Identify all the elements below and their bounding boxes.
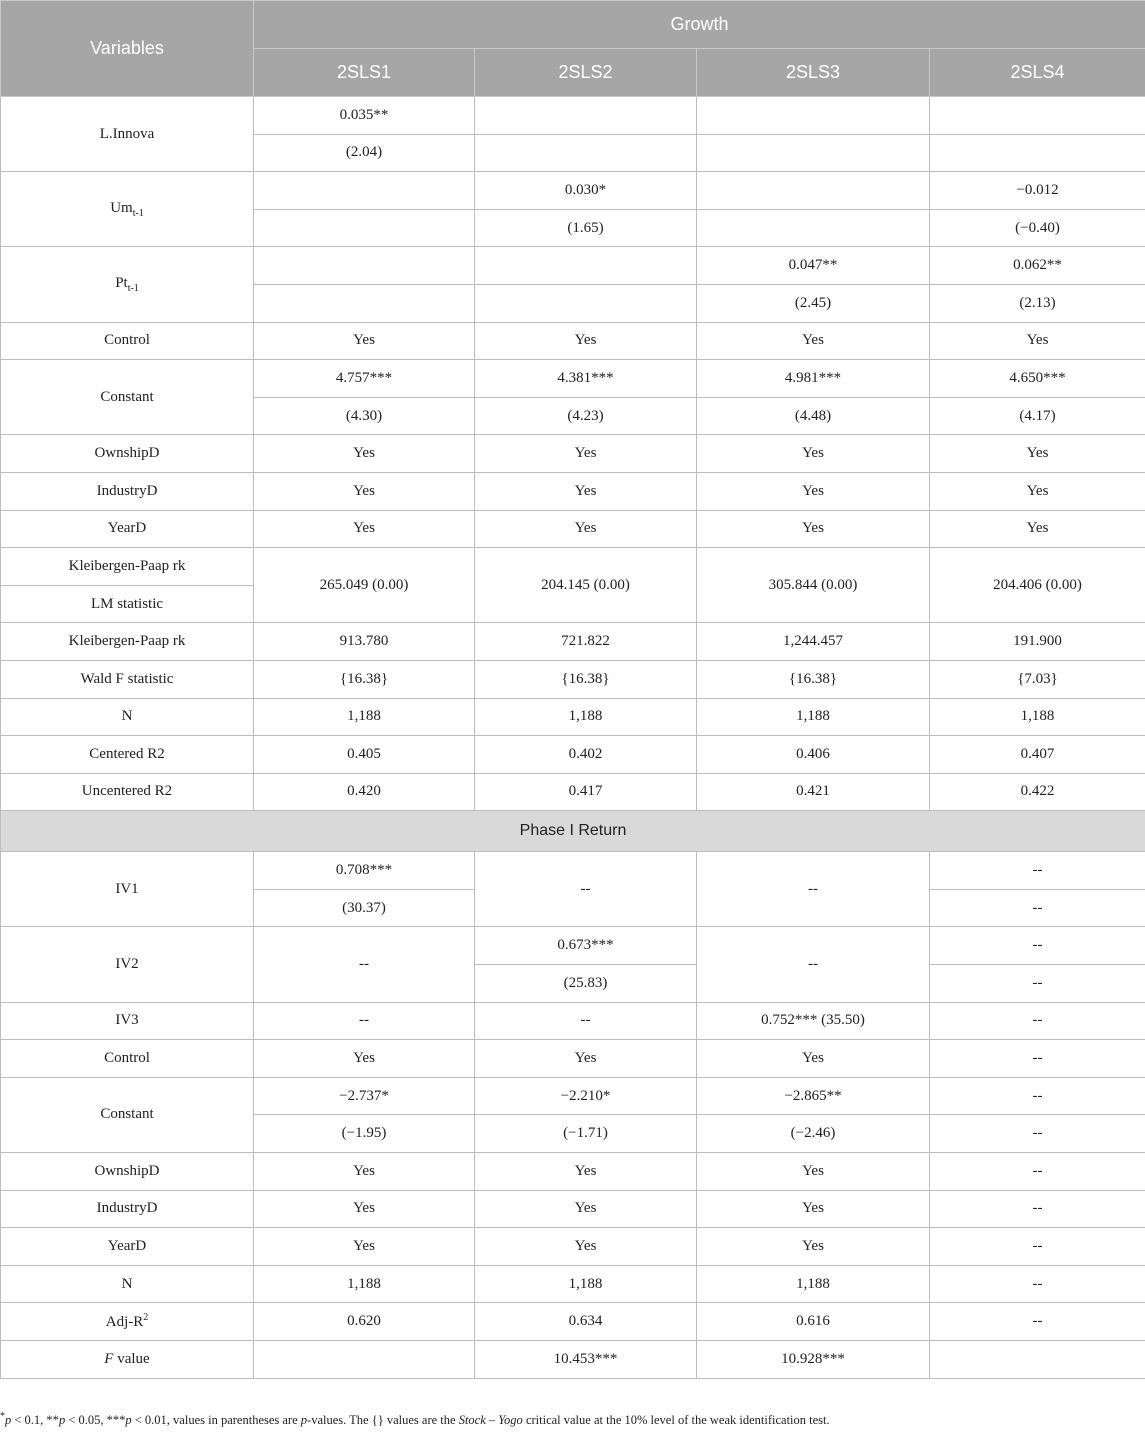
table-cell: (2.13) [930,284,1145,322]
table-cell: 0.752*** (35.50) [697,1002,930,1040]
table-cell: (4.48) [697,397,930,435]
table-cell: -- [930,1077,1145,1115]
table-cell: Yes [930,435,1145,473]
table-cell: 0.673*** [475,927,697,965]
row-label: Centered R2 [1,736,254,774]
table-cell [930,134,1145,172]
table-cell: −2.865** [697,1077,930,1115]
table-cell: Yes [697,1190,930,1228]
table-cell [930,1341,1145,1379]
table-cell: 1,188 [475,1265,697,1303]
table-cell: 0.402 [475,736,697,774]
table-cell: Yes [254,322,475,360]
table-row [1,472,1145,510]
table-cell: Yes [697,1040,930,1078]
row-label: IV1 [1,852,254,927]
row-label: YearD [1,510,254,548]
table-cell: 10.453*** [475,1341,697,1379]
row-label: N [1,1265,254,1303]
row-label: Wald F statistic [1,660,254,698]
row-label: F value [1,1341,254,1379]
table-cell: Yes [930,510,1145,548]
table-cell [697,134,930,172]
table-cell: Yes [697,435,930,473]
table-cell [254,247,475,285]
table-cell: (2.45) [697,284,930,322]
table-cell: 1,188 [254,698,475,736]
table-cell: -- [930,927,1145,965]
table-cell: -- [930,852,1145,890]
table-cell: (−2.46) [697,1115,930,1153]
table-cell: 204.145 (0.00) [475,548,697,623]
column-header: 2SLS1 [254,49,475,97]
table-row [1,322,1145,360]
table-cell: Yes [475,435,697,473]
row-label: $Um_{t-1}$ [1,172,254,247]
table-row [1,1040,1145,1078]
table-cell: (25.83) [475,965,697,1003]
table-cell [697,172,930,210]
row-label: Constant [1,360,254,435]
table-cell [254,172,475,210]
section-title: Phase I Return [1,811,1145,852]
table-row [1,773,1145,811]
table-cell: Yes [475,472,697,510]
table-cell: (−1.95) [254,1115,475,1153]
table-cell: -- [930,889,1145,927]
table-row [1,698,1145,736]
table-cell: Yes [475,1153,697,1191]
table-cell: 0.420 [254,773,475,811]
table-cell: 4.381*** [475,360,697,398]
table-cell: −2.210* [475,1077,697,1115]
table-cell: 0.421 [697,773,930,811]
table-cell: 1,188 [475,698,697,736]
table-cell: {16.38} [475,660,697,698]
table-cell: -- [930,1190,1145,1228]
table-cell: -- [475,1002,697,1040]
table-cell: Yes [930,322,1145,360]
section-row [1,811,1145,852]
table-cell: (1.65) [475,209,697,247]
table-cell: 1,244.457 [697,623,930,661]
row-label: Kleibergen-Paap rk [1,623,254,661]
table-cell: {7.03} [930,660,1145,698]
table-cell: 1,188 [697,698,930,736]
table-cell: 4.981*** [697,360,930,398]
row-label: $Pt_{t-1}$ [1,247,254,322]
table-cell: 265.049 (0.00) [254,548,475,623]
table-cell: -- [697,927,930,1002]
table-row [1,1341,1145,1379]
table-cell: (30.37) [254,889,475,927]
row-label: Constant [1,1077,254,1152]
table-cell: Yes [254,472,475,510]
row-label: Adj-$R^2$ [1,1303,254,1341]
table-cell: Yes [697,322,930,360]
table-cell: (−1.71) [475,1115,697,1153]
table-cell: {16.38} [254,660,475,698]
table-cell: 0.030* [475,172,697,210]
table-cell: 0.405 [254,736,475,774]
table-row [1,1002,1145,1040]
table-cell: 10.928*** [697,1341,930,1379]
table-cell: Yes [475,1228,697,1266]
table-cell: −2.737* [254,1077,475,1115]
table-cell: -- [254,927,475,1002]
table-cell: 4.757*** [254,360,475,398]
column-header: 2SLS3 [697,49,930,97]
table-cell: -- [930,1002,1145,1040]
row-label: Control [1,322,254,360]
table-cell: (4.17) [930,397,1145,435]
table-cell [254,209,475,247]
table-cell [254,284,475,322]
row-label: Kleibergen-Paap rk [1,548,254,586]
table-cell: Yes [930,472,1145,510]
table-cell: -- [254,1002,475,1040]
row-label: IndustryD [1,472,254,510]
table-cell: -- [930,965,1145,1003]
table-row [1,172,1145,210]
table-cell: Yes [254,1228,475,1266]
table-cell: -- [930,1228,1145,1266]
variables-header: Variables [1,1,254,97]
table-row [1,435,1145,473]
table-cell: 0.616 [697,1303,930,1341]
row-label: IndustryD [1,1190,254,1228]
table-cell: 0.062** [930,247,1145,285]
table-cell: 0.047** [697,247,930,285]
table-cell: -- [697,852,930,927]
table-cell [475,134,697,172]
table-cell: 1,188 [930,698,1145,736]
table-row [1,1077,1145,1115]
table-row [1,1153,1145,1191]
table-row [1,623,1145,661]
table-cell: Yes [254,1153,475,1191]
table-cell: 204.406 (0.00) [930,548,1145,623]
table-row [1,1190,1145,1228]
table-row [1,548,1145,586]
growth-header: Growth [254,1,1145,49]
table-cell: {16.38} [697,660,930,698]
table-cell: 0.620 [254,1303,475,1341]
row-label: OwnshipD [1,435,254,473]
table-cell: 0.035** [254,97,475,135]
table-row [1,1303,1145,1341]
table-row [1,247,1145,285]
table-cell: Yes [475,1190,697,1228]
table-cell: 4.650*** [930,360,1145,398]
table-cell: (4.30) [254,397,475,435]
table-cell: Yes [697,472,930,510]
table-cell [475,284,697,322]
table-cell: −0.012 [930,172,1145,210]
table-cell: -- [930,1265,1145,1303]
row-label: LM statistic [1,585,254,623]
table-cell [930,97,1145,135]
table-cell: Yes [254,435,475,473]
table-cell: (−0.40) [930,209,1145,247]
table-cell: 1,188 [697,1265,930,1303]
table-cell [475,97,697,135]
table-cell: (2.04) [254,134,475,172]
row-label: YearD [1,1228,254,1266]
table-cell [254,1341,475,1379]
table-cell [697,97,930,135]
table-cell: 0.406 [697,736,930,774]
table-cell: 721.822 [475,623,697,661]
table-cell: 1,188 [254,1265,475,1303]
table-cell: Yes [475,322,697,360]
table-footnote: *p < 0.1, **p < 0.05, ***p < 0.01, values in parentheses are p-values. The {} values are the Stock – Yogo critical value at the 10% level of the weak identification test. [0,1411,830,1428]
table-cell: 191.900 [930,623,1145,661]
table-cell: 305.844 (0.00) [697,548,930,623]
row-label: L.Innova [1,97,254,172]
column-header: 2SLS4 [930,49,1145,97]
row-label: IV3 [1,1002,254,1040]
table-row [1,510,1145,548]
table-cell [475,247,697,285]
table-cell: 0.634 [475,1303,697,1341]
table-cell: Yes [697,510,930,548]
table-row [1,660,1145,698]
table-cell: Yes [697,1153,930,1191]
table-cell: 913.780 [254,623,475,661]
row-label: Uncentered R2 [1,773,254,811]
table-cell: Yes [697,1228,930,1266]
table-cell: -- [930,1040,1145,1078]
table-cell: Yes [254,1040,475,1078]
row-label: Control [1,1040,254,1078]
table-cell: Yes [475,510,697,548]
table-cell: 0.422 [930,773,1145,811]
table-cell: (4.23) [475,397,697,435]
row-label: N [1,698,254,736]
table-cell: Yes [254,510,475,548]
table-row [1,1265,1145,1303]
table-row [1,1228,1145,1266]
table-cell: -- [930,1115,1145,1153]
row-label: OwnshipD [1,1153,254,1191]
table-row [1,97,1145,135]
table-cell [697,209,930,247]
table-cell: Yes [475,1040,697,1078]
row-label: IV2 [1,927,254,1002]
table-cell: -- [930,1303,1145,1341]
table-row [1,852,1145,890]
table-cell: -- [930,1153,1145,1191]
table-row [1,927,1145,965]
table-cell: 0.708*** [254,852,475,890]
table-cell: 0.407 [930,736,1145,774]
table-cell: -- [475,852,697,927]
table-row [1,736,1145,774]
table-cell: 0.417 [475,773,697,811]
table-row [1,360,1145,398]
table-cell: Yes [254,1190,475,1228]
column-header: 2SLS2 [475,49,697,97]
